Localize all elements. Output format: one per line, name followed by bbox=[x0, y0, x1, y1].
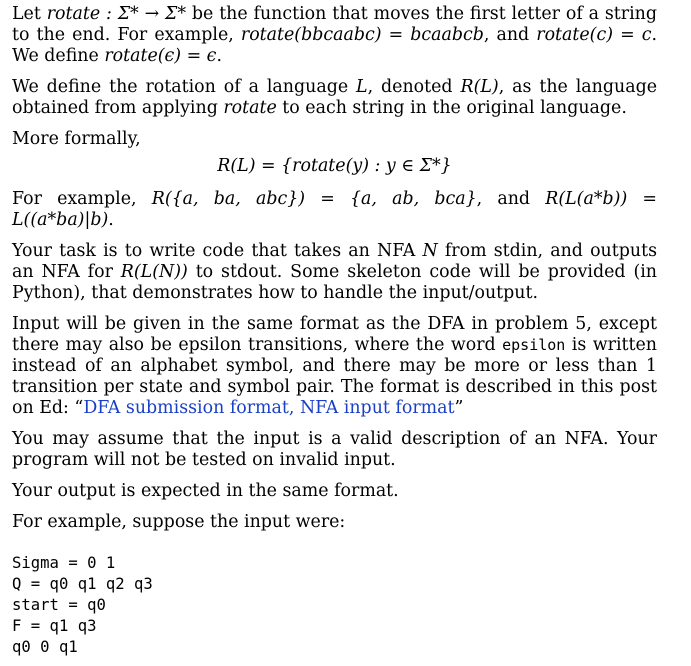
math-L: L bbox=[356, 77, 368, 97]
math-rotate-single: rotate(c) = c bbox=[536, 25, 652, 45]
more-formally-paragraph: More formally, bbox=[12, 129, 141, 149]
text-span: . bbox=[216, 46, 222, 66]
text-span: , denoted bbox=[367, 77, 461, 97]
text-span: be the function that moves the first letter of a string to the end. For example, bbox=[12, 4, 657, 45]
text-span: , and bbox=[483, 25, 537, 45]
text-span: Your task is to write code that takes an NFA bbox=[12, 241, 423, 261]
input-format-paragraph bbox=[12, 314, 657, 419]
inline-code-epsilon: epsilon bbox=[502, 336, 566, 354]
text-span: , as the language obtained from applying bbox=[12, 77, 658, 118]
example-paragraph bbox=[12, 189, 657, 231]
text-span: is written instead of an alphabet symbol, and there may be more or less than 1 transition per state and symbol pair. The format is described in this post on Ed: “ bbox=[12, 335, 657, 418]
output-format-paragraph: Your output is expected in the same format. bbox=[12, 481, 399, 501]
text-span: Let bbox=[12, 4, 47, 24]
math-rotate: rotate bbox=[223, 98, 277, 118]
text-span: We define the rotation of a language bbox=[12, 77, 357, 97]
math-N: N bbox=[422, 241, 438, 261]
text-span: , and bbox=[476, 189, 546, 209]
math-example-1: R({a, ba, abc}) = {a, ab, bca} bbox=[151, 189, 477, 209]
text-span: . bbox=[108, 210, 114, 230]
math-R-L-N: R(L(N)) bbox=[120, 262, 188, 282]
display-equation: R(L) = {rotate(y) : y ∈ Σ*} bbox=[217, 156, 452, 176]
text-span: to stdout. Some skeleton code will be provided (in Python), that demonstrates how to handle the input/output. bbox=[12, 262, 657, 303]
ed-post-link[interactable]: DFA submission format, NFA input format bbox=[83, 398, 455, 418]
math-example-2: R(L(a*b)) = L((a*ba)|b) bbox=[12, 189, 657, 230]
math-rotate-signature: rotate : Σ* → Σ* bbox=[46, 4, 187, 24]
text-span: . We define bbox=[12, 25, 658, 66]
assume-paragraph: You may assume that the input is a valid description of an NFA. Your program will not be tested on invalid input. bbox=[12, 429, 657, 470]
text-span: ” bbox=[454, 398, 464, 418]
rotate-definition-paragraph bbox=[12, 4, 657, 67]
math-rotate-example: rotate(bbcaabc) = bcaabcb bbox=[240, 25, 484, 45]
text-span: to each string in the original language. bbox=[276, 98, 627, 118]
math-rotate-epsilon: rotate(ϵ) = ϵ bbox=[104, 46, 217, 66]
text-span: from stdin, and outputs an NFA for bbox=[12, 241, 657, 282]
suppose-paragraph: For example, suppose the input were: bbox=[12, 512, 346, 532]
math-R-of-L: R(L) bbox=[460, 77, 499, 97]
text-span: For example, bbox=[12, 189, 152, 209]
task-paragraph bbox=[12, 241, 657, 304]
code-sample-block: Sigma = 0 1 Q = q0 q1 q2 q3 start = q0 F = q1 q3 q0 0 q1 bbox=[12, 554, 153, 656]
text-span: Input will be given in the same format as the DFA in problem 5, except there may also be epsilon transitions, where the word bbox=[12, 314, 657, 355]
rotation-language-paragraph bbox=[12, 77, 657, 119]
